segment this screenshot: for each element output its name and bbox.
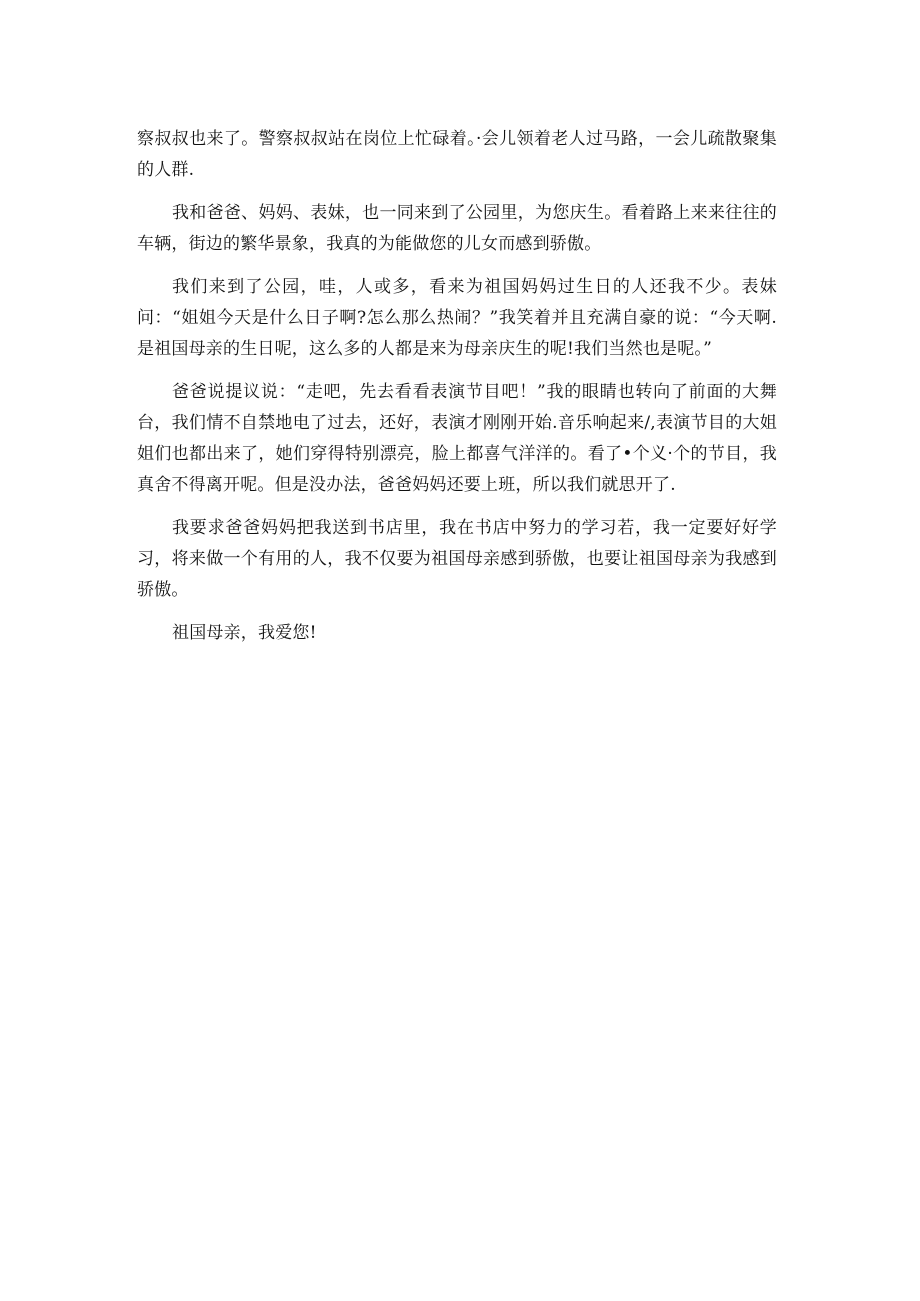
document-body: [137, 124, 777, 649]
paragraph-6: 祖国母亲，我爱您!: [172, 623, 317, 643]
paragraph-1: 察叔叔也来了。警察叔叔站在岗位上忙碌着。·会儿领着老人过马路，一会儿疏散聚集的人群.: [137, 129, 777, 180]
paragraph-5: 我要求爸爸妈妈把我送到书店里，我在书店中努力的学习若，我一定要好好学习，将来做一个有用的人，我不仅要为祖国母亲感到骄傲，也要让祖国母亲为我感到骄傲。: [137, 518, 777, 600]
paragraph-3: 我们来到了公园，哇，人或多，看来为祖国妈妈过生日的人还我不少。表妹问：“姐姐今天是什么日子啊?怎么那么热闹？”我笑着并且充满自豪的说：“今天啊.是祖国母亲的生日呢，这么多的人都是来为母亲庆生的呢!我们当然也是呢。”: [137, 277, 777, 359]
paragraph-2: 我和爸爸、妈妈、表妹，也一同来到了公园里，为您庆生。看着路上来来往往的车辆，街边的繁华景象，我真的为能做您的儿女而感到骄傲。: [137, 203, 777, 254]
paragraph-4: 爸爸说提议说：“走吧，先去看看表演节目吧！”我的眼睛也转向了前面的大舞台，我们情不自禁地电了过去，还好，表演才刚刚开始.音乐响起来/,表演节目的大姐姐们也都出来了，她们穿得特别漂亮，脸上都喜气洋洋的。看了•个义·个的节目，我真舍不得离开呢。但是没办法，爸爸妈妈还要上班，所以我们就思开了.: [137, 382, 777, 495]
